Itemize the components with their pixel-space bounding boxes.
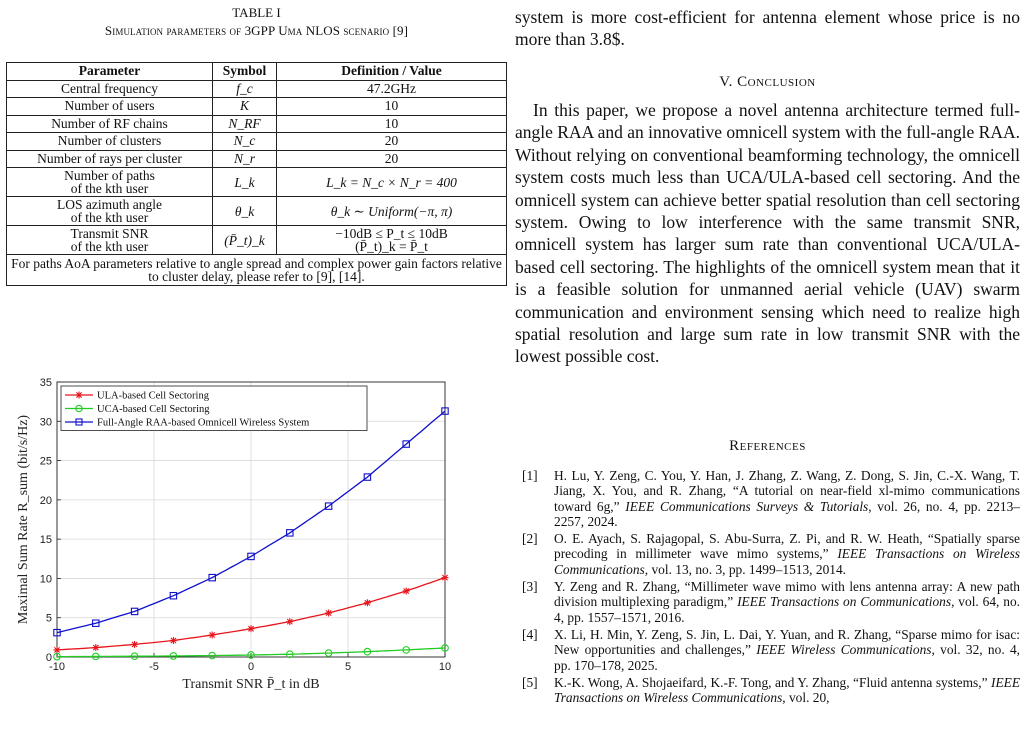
table-label: TABLE I xyxy=(232,5,281,20)
table-caption: Simulation parameters of 3GPP Uma NLOS scenario [9] xyxy=(104,23,409,38)
table-footnote-row xyxy=(7,255,507,286)
cell-param: Transmit SNR of the kth user xyxy=(7,226,213,255)
cell-symbol: L_k xyxy=(213,168,277,197)
conclusion-paragraph: In this paper, we propose a novel antenna architecture termed full-angle RAA and an innovative omnicell system with the full-angle RAA. Without relying on conventional beamforming technology, the omnicell system costs much less than UCA/ULA-based cell sectoring. And the omnicell system can achieve better spatial resolution than cell sectoring system. Owing to low interference with the same transmit SNR, omnicell system has larger sum rate than conventional UCA/ULA-based cell sectoring. The highlights of the omnicell system mean that it is a feasible solution for unmanned aerial vehicle (UAV) swarm communication and environment sensing which need to realize high spatial resolution and large sum rate in low transmit SNR with the lowest possible cost. xyxy=(515,100,1020,367)
table-header-row xyxy=(7,63,507,81)
table-row xyxy=(7,133,507,151)
parameter-table xyxy=(6,62,507,286)
cell-symbol: N_r xyxy=(213,150,277,168)
reference-item: [3] Y. Zeng and R. Zhang, “Millimeter wave mimo with lens antenna array: A new path division multiplexing paradigm,” IEEE Transactions on Communications, vol. 64, no. 4, pp. 1557–1571, 2016. xyxy=(522,579,1020,625)
table-row xyxy=(7,226,507,255)
reference-item: [5] K.-K. Wong, A. Shojaeifard, K.-F. Tong, and Y. Zhang, “Fluid antenna systems,” IEEE Transactions on Wireless Communications, vol. 20, xyxy=(522,674,1020,706)
data-point xyxy=(170,637,177,644)
x-axis-label: Transmit SNR P̄_t in dB xyxy=(182,677,320,692)
data-point xyxy=(209,632,216,639)
data-point xyxy=(442,574,449,581)
cell-value: 20 xyxy=(277,133,507,151)
y-tick-label: 10 xyxy=(39,573,52,586)
cell-param: Number of users xyxy=(7,98,213,116)
cell-value: L_k = N_c × N_r = 400 xyxy=(277,168,507,197)
legend-label: Full-Angle RAA-based Omnicell Wireless System xyxy=(97,417,310,429)
y-tick-label: 15 xyxy=(39,534,52,547)
data-point xyxy=(54,646,61,653)
data-point xyxy=(364,599,371,606)
x-tick-label: 10 xyxy=(438,661,452,673)
y-tick-label: 25 xyxy=(39,455,52,468)
data-point xyxy=(286,618,293,625)
cell-param: Number of clusters xyxy=(7,133,213,151)
data-point xyxy=(92,644,99,651)
cell-param: LOS azimuth angle of the kth user xyxy=(7,197,213,226)
table-row xyxy=(7,150,507,168)
reference-list xyxy=(522,468,1020,707)
y-tick-label: 35 xyxy=(39,377,52,389)
cell-value: θ_k ∼ Uniform(−π, π) xyxy=(277,197,507,226)
intro-paragraph: system is more cost-efficient for antenna element whose price is no more than 3.8$. xyxy=(515,7,1020,50)
table-row xyxy=(7,197,507,226)
references-heading: References xyxy=(729,438,806,454)
y-axis-label: Maximal Sum Rate R_sum (bit/s/Hz) xyxy=(16,414,31,625)
table-footnote: For paths AoA parameters relative to angle spread and complex power gain factors relative to cluster delay, please refer to [9], [14]. xyxy=(7,255,507,286)
table-row xyxy=(7,168,507,197)
y-tick-label: 5 xyxy=(45,612,52,625)
cell-symbol: θ_k xyxy=(213,197,277,226)
cell-value: 10 xyxy=(277,98,507,116)
header-parameter: Parameter xyxy=(7,63,213,81)
legend-label: ULA-based Cell Sectoring xyxy=(97,390,209,402)
cell-symbol: f_c xyxy=(213,80,277,98)
data-point xyxy=(403,588,410,595)
cell-symbol: N_c xyxy=(213,133,277,151)
header-symbol: Symbol xyxy=(213,63,277,81)
cell-param: Central frequency xyxy=(7,80,213,98)
reference-item: [1] H. Lu, Y. Zeng, C. You, Y. Han, J. Zhang, Z. Wang, Z. Dong, S. Jin, C.-X. Wang, T. Jiang, X. You, and R. Zhang, “A tutorial on near-field xl-mimo communications toward 6g,” IEEE Communications Surveys & Tutorials, vol. 26, no. 4, pp. 2213–2257, 2024. xyxy=(522,468,1020,529)
sum-rate-chart xyxy=(0,370,470,756)
cell-value: 10 xyxy=(277,115,507,133)
cell-symbol: N_RF xyxy=(213,115,277,133)
reference-item: [4] X. Li, H. Min, Y. Zeng, S. Jin, L. Dai, Y. Yuan, and R. Zhang, “Sparse mimo for isac: New opportunities and challenges,” IEEE Wireless Communications, vol. 32, no. 4, pp. 170–178, 2025. xyxy=(522,626,1020,673)
table-row xyxy=(7,98,507,116)
data-point xyxy=(248,625,255,632)
legend-label: UCA-based Cell Sectoring xyxy=(97,404,210,415)
cell-symbol: (P̄_t)_k xyxy=(213,226,277,255)
data-point xyxy=(131,641,138,648)
reference-item: [2] O. E. Ayach, S. Rajagopal, S. Abu-Surra, Z. Pi, and R. W. Heath, “Spatially sparse precoding in millimeter wave mimo systems,” IEEE Transactions on Wireless Communications, vol. 13, no. 3, pp. 1499–1513, 2014. xyxy=(522,531,1020,577)
table-row xyxy=(7,80,507,98)
data-point xyxy=(325,610,332,617)
x-tick-label: 5 xyxy=(344,661,352,673)
cell-value: 20 xyxy=(277,150,507,168)
x-tick-label: 0 xyxy=(247,661,255,673)
cell-param: Number of rays per cluster xyxy=(7,150,213,168)
x-tick-label: -5 xyxy=(149,661,159,673)
y-tick-label: 20 xyxy=(39,494,52,507)
x-tick-label: -10 xyxy=(49,661,65,673)
y-tick-label: 30 xyxy=(39,416,52,429)
cell-param: Number of RF chains xyxy=(7,115,213,133)
legend-marker xyxy=(76,392,83,399)
cell-value: 47.2GHz xyxy=(277,80,507,98)
cell-param: Number of paths of the kth user xyxy=(7,168,213,197)
y-tick-label: 0 xyxy=(45,652,52,664)
cell-symbol: K xyxy=(213,98,277,116)
header-value: Definition / Value xyxy=(277,63,507,81)
table-row xyxy=(7,115,507,133)
cell-value: −10dB ≤ P_t ≤ 10dB (P̄_t)_k = P̄_t xyxy=(277,226,507,255)
conclusion-heading: V. Conclusion xyxy=(719,74,816,90)
